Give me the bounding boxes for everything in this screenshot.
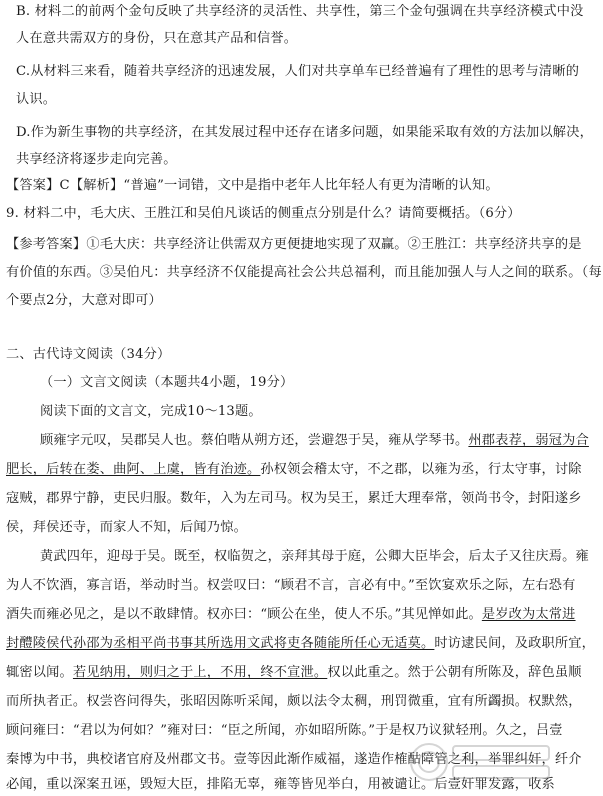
- text-segment: B. 材料二的前两个金句反映了共享经济的灵活性、共享性，第三个金句强调在共享经济模式中没: [16, 4, 584, 19]
- text-segment: 黄武四年，迎母于吴。既至，权临贺之，亲拜其母于庭，公卿大臣毕会，后太子又往庆焉。雍: [40, 549, 589, 564]
- passage-line: [6, 490, 582, 508]
- option-d-line-1: [16, 124, 593, 142]
- section-heading: [6, 346, 569, 364]
- reference-answer-line-1: [6, 236, 582, 254]
- text-segment: 个要点2分，大意对即可）: [6, 293, 162, 308]
- text-segment: 而所执者正。权尝咨问得失，张昭因陈听采闻，颇以法令太稠，刑罚微重，宜有所蠲损。权默然，: [6, 694, 582, 709]
- text-segment: 有价值的东西。③吴伯凡：共享经济不仅能提高社会公共总福利，而且能加强人与人之间的联系。（每: [6, 265, 602, 280]
- text-segment: 认识。: [16, 92, 57, 107]
- option-d-line-2: [16, 151, 579, 169]
- text-segment: 顾雍字元叹，吴郡吴人也。蔡伯喈从朔方还，尝避怨于吴，雍从学琴书。: [40, 433, 469, 448]
- passage-line: [6, 519, 569, 537]
- underlined-segment: 州郡表荐，弱冠为合: [468, 433, 589, 448]
- underlined-segment: 是岁改为太常进: [481, 607, 576, 622]
- text-segment: 秦博为中书，典校诸官府及州郡文书。壹等因此渐作威福，遂造作榷酤障管之利，举罪纠奸，纤介: [6, 752, 582, 767]
- text-segment: 权以此重之。然于公朝有所陈及，辞色虽顺: [327, 665, 582, 680]
- subsection-heading: [40, 374, 603, 392]
- text-segment: 人在意共需双方的身份，只在意其产品和信誉。: [16, 31, 298, 46]
- text-segment: 时访逮民间，及政职所宜，: [434, 636, 596, 651]
- answer-line: [6, 177, 569, 195]
- text-segment: 【参考答案】①毛大庆：共享经济让供需双方更便捷地实现了双赢。②王胜江：共享经济共享的是: [6, 237, 582, 252]
- text-segment: 必闻，重以深案丑诬，毁短大臣，排陷无辜，雍等皆见举白，用被谴让。后壹奸罪发露，收系: [6, 777, 555, 792]
- text-segment: C.从材料三来看，随着共享经济的迅速发展，人们对共享单车已经普遍有了理性的思考与清晰的: [16, 64, 580, 79]
- text-segment: 孙权领会稽太守，不之郡，以雍为丞，行太守事，讨除: [260, 462, 582, 477]
- text-segment: 顾问雍曰：“君以为何如？”雍对曰：“臣之所闻，亦如昭所陈。”于是权乃议狱轻刑。久之，吕壹: [6, 723, 563, 738]
- option-b-line-2: [16, 30, 579, 48]
- passage-line: [6, 577, 576, 595]
- passage-line: [6, 635, 596, 653]
- option-c-line-2: [16, 91, 579, 109]
- text-segment: 为人不饮酒，寡言语，举动时当。权尝叹曰：“顾君不言，言必有中。”至饮宴欢乐之际，左右恐有: [6, 578, 576, 593]
- text-segment: 辄密以闻。: [6, 665, 73, 680]
- text-segment: （一）文言文阅读（本题共4小题，19分）: [40, 375, 294, 390]
- question-9: [6, 205, 569, 223]
- underlined-segment: 若见纳用，则归之于上，不用，终不宣泄。: [72, 665, 328, 680]
- text-segment: 9. 材料二中，毛大庆、王胜江和吴伯凡谈话的侧重点分别是什么？请简要概括。（6分）: [6, 206, 521, 221]
- passage-line: [40, 548, 603, 566]
- underlined-segment: 封醴陵侯代孙邵为丞相平尚书事其所选用文武将吏各随能所任心无适莫。: [6, 636, 435, 651]
- passage-line: [6, 461, 582, 479]
- instruction-line: [40, 403, 603, 421]
- watermark-logo: [407, 732, 557, 792]
- text-segment: 阅读下面的文言文，完成10～13题。: [40, 404, 262, 419]
- text-segment: 寇贼，郡界宁静，吏民归服。数年，入为左司马。权为吴王，累迁大理奉常，领尚书令，封阳遂乡: [6, 491, 582, 506]
- text-segment: 【答案】C【解析】“普遍”一词错，文中是指中老年人比年轻人有更为清晰的认知。: [6, 178, 499, 193]
- text-segment: 二、古代诗文阅读（34分）: [6, 347, 171, 362]
- text-segment: 酒失而雍必见之，是以不敢肆情。权亦曰：“顾公在坐，使人不乐。”其见惮如此。: [6, 607, 482, 622]
- passage-line: [6, 664, 582, 682]
- option-c-line-1: [16, 63, 579, 81]
- passage-line: [6, 606, 576, 624]
- text-segment: 侯，拜侯还寺，而家人不知，后闻乃惊。: [6, 520, 247, 535]
- text-segment: 共享经济将逐步走向完善。: [16, 152, 177, 167]
- reference-answer-line-3: [6, 292, 569, 310]
- passage-line: [40, 432, 603, 450]
- text-segment: D.作为新生事物的共享经济，在其发展过程中还存在诸多问题，如果能采取有效的方法加以解决，: [16, 125, 593, 140]
- underlined-segment: 肥长，后转在娄、曲阿、上虞，皆有治迹。: [6, 462, 261, 477]
- watermark-logo-icon: [407, 732, 557, 792]
- reference-answer-line-2: [6, 264, 602, 282]
- option-b-line-1: [16, 3, 584, 21]
- passage-line: [6, 693, 582, 711]
